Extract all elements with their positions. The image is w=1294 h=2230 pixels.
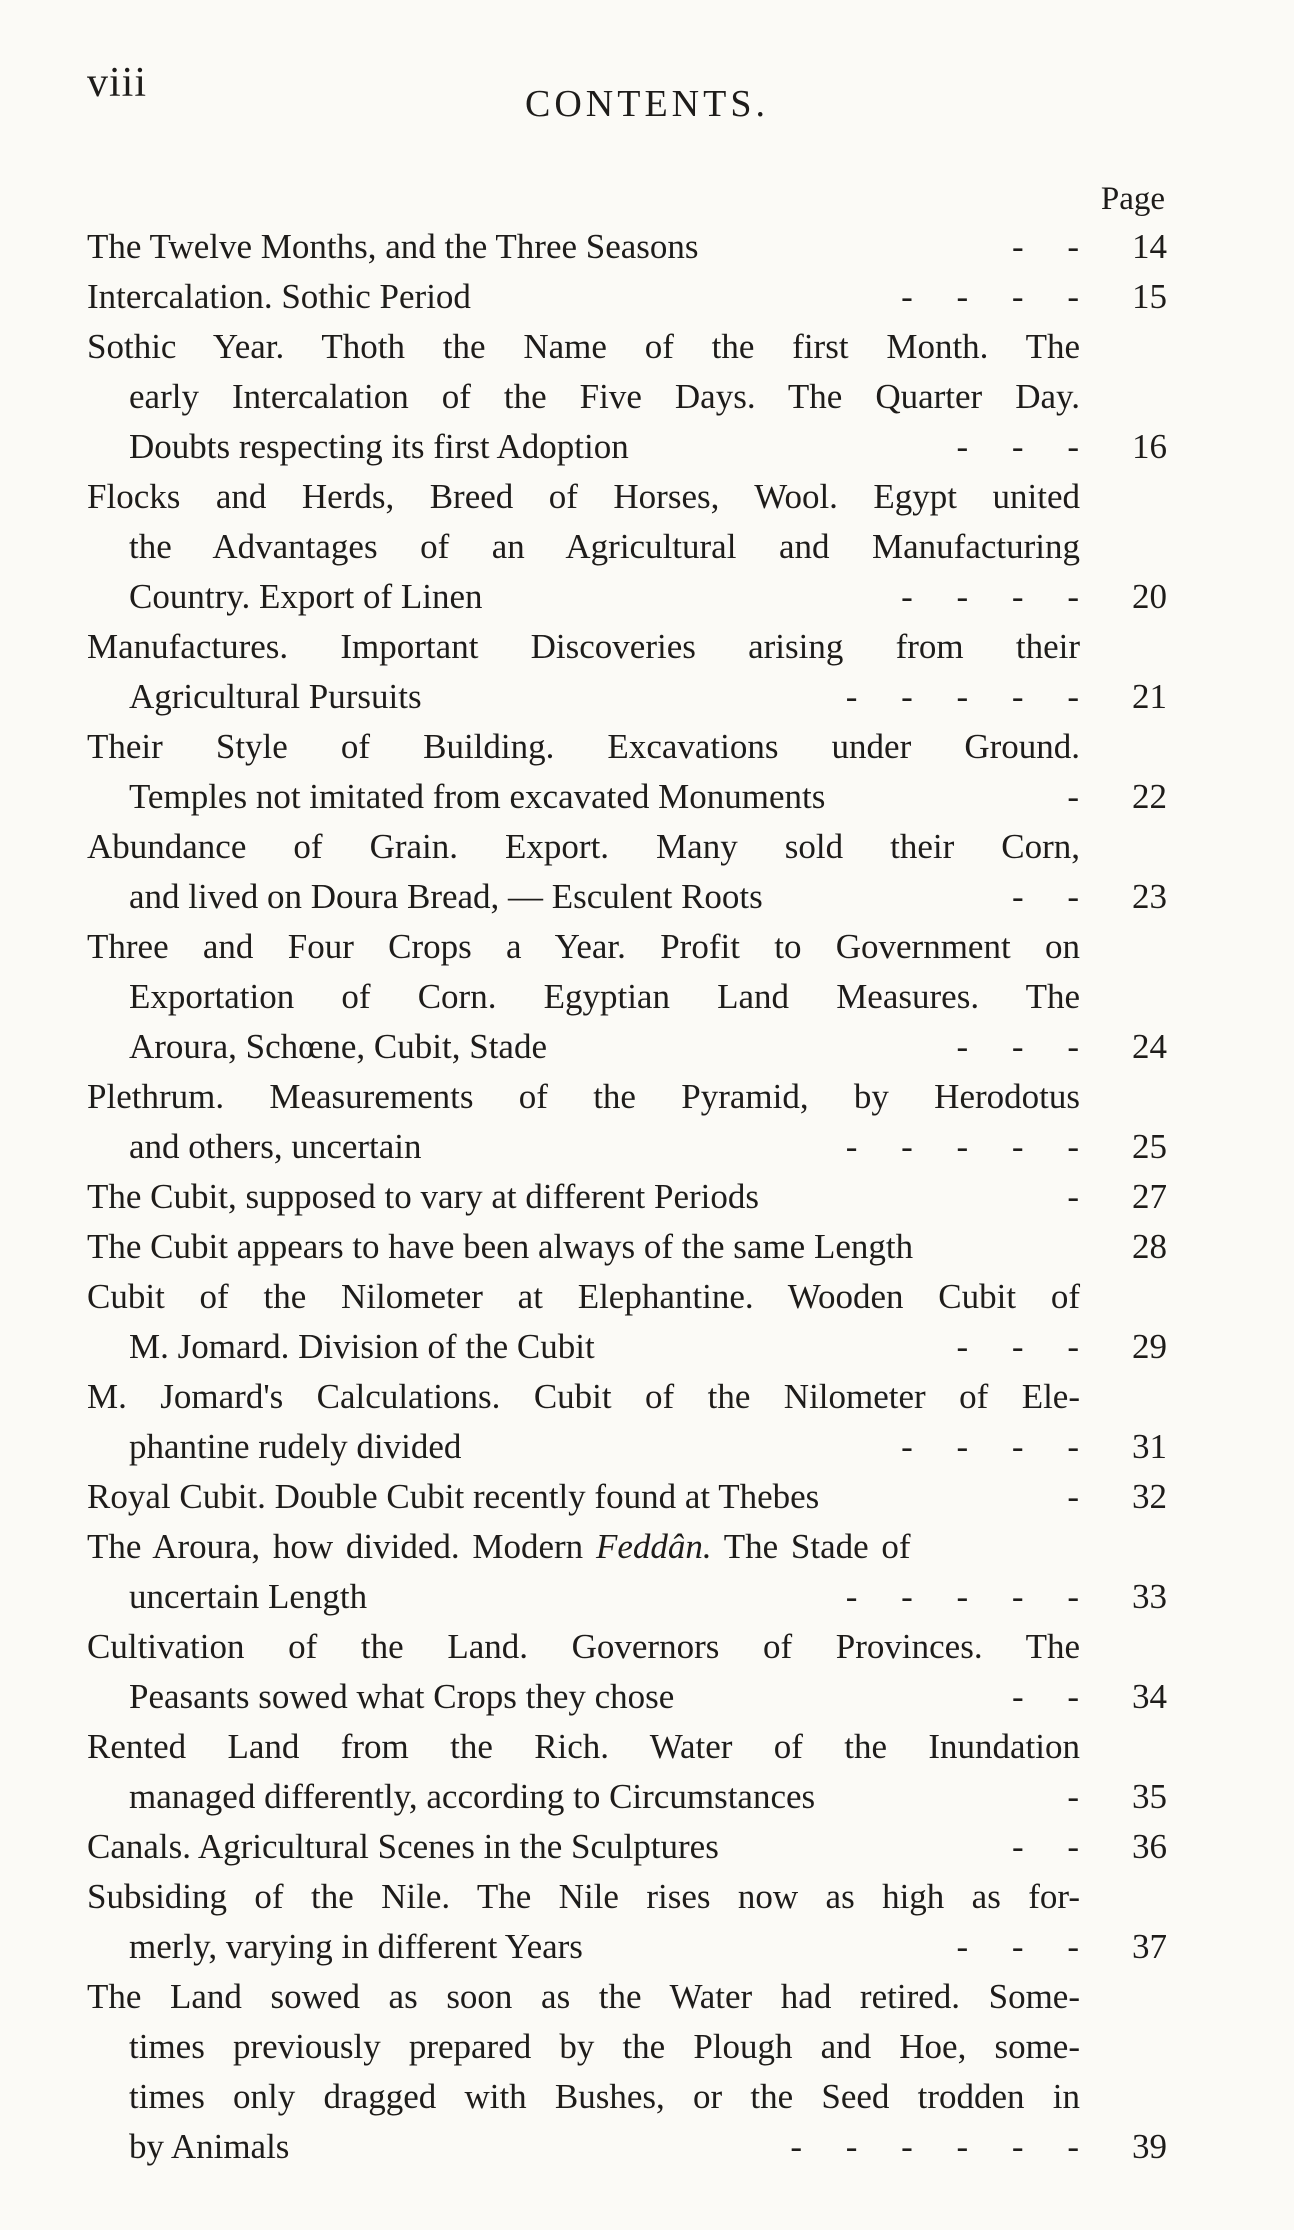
page-number: 37 <box>1132 1927 1167 1966</box>
toc-entry-text: Country. Export of Linen <box>129 577 483 616</box>
toc-entry-text: Peasants sowed what Crops they chose <box>129 1677 675 1716</box>
page-number: 34 <box>1132 1677 1167 1716</box>
page-number: 27 <box>1132 1177 1167 1216</box>
toc-entry-text: Manufactures. Important Discoveries arising from their <box>87 627 1080 666</box>
page-number: 24 <box>1132 1027 1167 1066</box>
toc-entry-line <box>129 522 1080 572</box>
toc-entry <box>87 922 1167 1072</box>
page-number: 35 <box>1132 1777 1167 1816</box>
page-number: 21 <box>1132 677 1167 716</box>
dot-leader: - <box>1067 1477 1079 1516</box>
page-number: 20 <box>1132 577 1167 616</box>
toc-entry-line <box>87 1872 1080 1922</box>
toc-entry-line <box>129 1022 1080 1072</box>
toc-entry-text: M. Jomard's Calculations. Cubit of the Nilometer of Ele- <box>87 1377 1080 1416</box>
toc-entry-text: Their Style of Building. Excavations under Ground. <box>87 727 1080 766</box>
toc-entry-text: Exportation of Corn. Egyptian Land Measures. The <box>129 977 1080 1016</box>
toc-entry <box>87 322 1167 472</box>
toc-entry-line <box>129 1322 1080 1372</box>
toc-entry-line <box>87 322 1080 372</box>
toc-entry-text: uncertain Length <box>129 1577 368 1616</box>
toc-entry-text: Cubit of the Nilometer at Elephantine. Wooden Cubit of <box>87 1277 1080 1316</box>
toc-entry-line <box>87 222 1080 272</box>
toc-entry-line <box>129 872 1080 922</box>
toc-entry-line <box>87 1172 1080 1222</box>
toc-entry-text: Aroura, Schœne, Cubit, Stade <box>129 1027 547 1066</box>
toc-entry-line <box>129 1772 1080 1822</box>
toc-entry <box>87 1822 1167 1872</box>
toc-entry-line <box>87 1222 1080 1272</box>
toc-entry <box>87 222 1167 272</box>
dot-leader: - <box>1067 1177 1079 1216</box>
running-head: CONTENTS. <box>525 83 769 125</box>
folio-number: viii <box>87 60 148 106</box>
toc-entry-text: Temples not imitated from excavated Monuments <box>129 777 826 816</box>
dot-leader: - - <box>1011 227 1079 266</box>
toc-entry-line <box>129 772 1080 822</box>
toc-entry-text: merly, varying in different Years <box>129 1927 583 1966</box>
table-of-contents <box>87 222 1167 2172</box>
toc-entry <box>87 472 1167 622</box>
toc-entry-text: Doubts respecting its first Adoption <box>129 427 629 466</box>
toc-entry-text: by Animals <box>129 2127 290 2166</box>
dot-leader: - - <box>1011 1827 1079 1866</box>
page-number: 25 <box>1132 1127 1167 1166</box>
toc-entry-text: The Stade of <box>711 1527 911 1566</box>
toc-entry-line <box>129 372 1080 422</box>
toc-entry-line <box>87 722 1080 772</box>
toc-entry <box>87 1472 1167 1522</box>
dot-leader: - - <box>1011 877 1079 916</box>
toc-entry-text: Canals. Agricultural Scenes in the Sculptures <box>87 1827 719 1866</box>
toc-entry <box>87 1172 1167 1222</box>
toc-entry-line <box>87 1622 1080 1672</box>
toc-entry-line <box>87 472 1080 522</box>
toc-entry-text: M. Jomard. Division of the Cubit <box>129 1327 595 1366</box>
toc-entry-line <box>87 622 1080 672</box>
dot-leader: - <box>1067 1777 1079 1816</box>
toc-entry-line <box>129 972 1080 1022</box>
toc-entry <box>87 1272 1167 1372</box>
toc-entry <box>87 1722 1167 1822</box>
toc-entry-text: Abundance of Grain. Export. Many sold their Corn, <box>87 827 1080 866</box>
dot-leader: - - - - <box>901 577 1079 616</box>
toc-entry <box>87 1522 1167 1622</box>
page-number: 36 <box>1132 1827 1167 1866</box>
dot-leader: - - - - <box>901 1427 1079 1466</box>
toc-entry-text: early Intercalation of the Five Days. The Quarter Day. <box>129 377 1080 416</box>
toc-entry-text: The Twelve Months, and the Three Seasons <box>87 227 699 266</box>
toc-entry <box>87 1222 1167 1272</box>
page-number: 14 <box>1132 227 1167 266</box>
toc-entry-line <box>87 1472 1080 1522</box>
toc-entry-text: times only dragged with Bushes, or the Seed trodden in <box>129 2077 1080 2116</box>
toc-entry-text: Rented Land from the Rich. Water of the Inundation <box>87 1727 1080 1766</box>
toc-entry-text: The Aroura, how divided. Modern <box>87 1527 596 1566</box>
toc-entry-line <box>129 422 1080 472</box>
toc-entry-text: Agricultural Pursuits <box>129 677 422 716</box>
page-number: 39 <box>1132 2127 1167 2166</box>
toc-entry <box>87 722 1167 822</box>
page-column-heading: Page <box>1100 181 1165 217</box>
toc-entry-line <box>87 1822 1080 1872</box>
dot-leader: - - - <box>956 1327 1079 1366</box>
dot-leader: - - - <box>956 1927 1079 1966</box>
toc-entry-line <box>87 822 1080 872</box>
toc-entry-text: Plethrum. Measurements of the Pyramid, by Herodotus <box>87 1077 1080 1116</box>
toc-entry-line <box>129 2072 1080 2122</box>
dot-leader: - - - - - <box>845 677 1079 716</box>
toc-entry-text: times previously prepared by the Plough and Hoe, some- <box>129 2027 1080 2066</box>
toc-entry-text: phantine rudely divided <box>129 1427 462 1466</box>
page-number: 32 <box>1132 1477 1167 1516</box>
page-number: 28 <box>1132 1227 1167 1266</box>
toc-entry-line <box>129 1672 1080 1722</box>
toc-entry-text: Subsiding of the Nile. The Nile rises now as high as for- <box>87 1877 1080 1916</box>
page-number: 16 <box>1132 427 1167 466</box>
page-number: 15 <box>1132 277 1167 316</box>
toc-entry <box>87 1372 1167 1472</box>
toc-entry <box>87 822 1167 922</box>
toc-entry <box>87 1622 1167 1722</box>
toc-entry-line <box>87 1372 1080 1422</box>
dot-leader: - - - - - <box>845 1577 1079 1616</box>
toc-entry-text: Sothic Year. Thoth the Name of the first Month. The <box>87 327 1080 366</box>
dot-leader: - - - - - <box>845 1127 1079 1166</box>
toc-entry-text: managed differently, according to Circumstances <box>129 1777 816 1816</box>
dot-leader: - - - - <box>901 277 1079 316</box>
toc-entry-text: The Land sowed as soon as the Water had retired. Some- <box>87 1977 1080 2016</box>
toc-entry-text: Three and Four Crops a Year. Profit to Government on <box>87 927 1080 966</box>
toc-entry-text: Intercalation. Sothic Period <box>87 277 471 316</box>
toc-entry-line <box>87 1522 1080 1572</box>
toc-entry <box>87 1072 1167 1172</box>
toc-entry-text: The Cubit appears to have been always of the same Length <box>87 1227 914 1266</box>
dot-leader: - - - - - - <box>790 2127 1079 2166</box>
toc-entry <box>87 1972 1167 2172</box>
toc-entry-line <box>129 1922 1080 1972</box>
toc-entry-text: the Advantages of an Agricultural and Manufacturing <box>129 527 1080 566</box>
toc-entry <box>87 622 1167 722</box>
toc-entry-text: Flocks and Herds, Breed of Horses, Wool. Egypt united <box>87 477 1080 516</box>
toc-entry-line <box>129 2022 1080 2072</box>
page-number: 22 <box>1132 777 1167 816</box>
dot-leader: - - - <box>956 1027 1079 1066</box>
toc-entry-text: Cultivation of the Land. Governors of Provinces. The <box>87 1627 1080 1666</box>
dot-leader: - - - <box>956 427 1079 466</box>
toc-entry <box>87 272 1167 322</box>
page-number: 31 <box>1132 1427 1167 1466</box>
toc-entry-line <box>87 1722 1080 1772</box>
page-number: 33 <box>1132 1577 1167 1616</box>
toc-entry-italic: Feddân. <box>595 1527 712 1566</box>
toc-entry-text: The Cubit, supposed to vary at different Periods <box>87 1177 760 1216</box>
toc-entry-text: Royal Cubit. Double Cubit recently found at Thebes <box>87 1477 820 1516</box>
toc-entry <box>87 1872 1167 1972</box>
toc-entry-line <box>87 922 1080 972</box>
dot-leader: - <box>1067 777 1079 816</box>
page-number: 29 <box>1132 1327 1167 1366</box>
toc-entry-line <box>87 1972 1080 2022</box>
toc-entry-line <box>87 1072 1080 1122</box>
toc-entry-line <box>87 1272 1080 1322</box>
dot-leader: - - <box>1011 1677 1079 1716</box>
page-number: 23 <box>1132 877 1167 916</box>
toc-entry-text: and others, uncertain <box>129 1127 422 1166</box>
toc-entry-text: and lived on Doura Bread, — Esculent Roots <box>129 877 763 916</box>
